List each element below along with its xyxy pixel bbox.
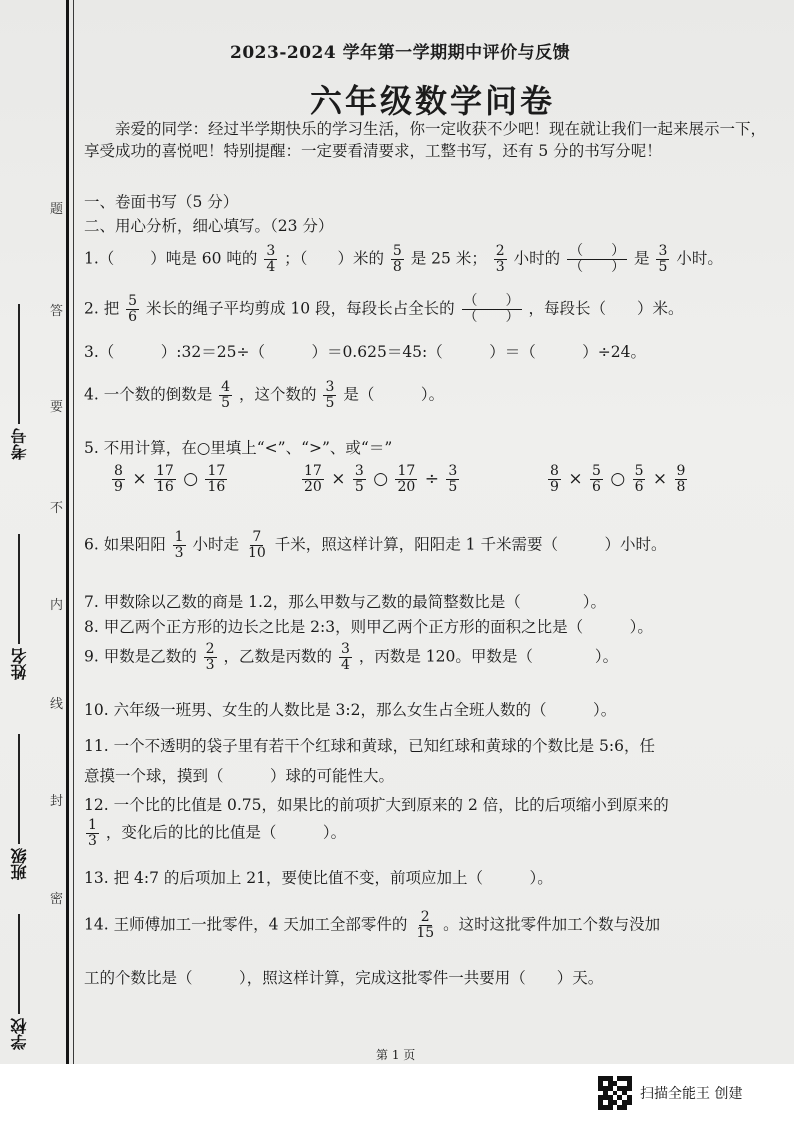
answer-blank[interactable]: （ ） <box>463 309 520 325</box>
answer-blank[interactable]: （ ） <box>463 293 520 309</box>
section-1-heading: 一、卷面书写（5 分） <box>84 193 239 211</box>
intro-paragraph: 亲爱的同学：经过半学期快乐的学习生活，你一定收获不少吧！现在就让我们一起来展示一下，享受成功的喜悦吧！特别提醒：一定要看清要求，工整书写，还有 5 分的书写分呢！ <box>84 120 767 160</box>
question-2: 2. 把 $\frac{5}{6}$ 米长的绳子平均剪成 10 段，每段长占全长的 $\frac{( )}{( )}$ ，每段长（ ）米。 <box>84 293 684 325</box>
question-11-line-1: 11. 一个不透明的袋子里有若干个红球和黄球，已知红球和黄球的个数比是 5:6，任 <box>84 737 655 755</box>
seal-char: 不 <box>50 501 64 516</box>
answer-blank[interactable]: （ ） <box>569 259 626 275</box>
exam-number-field[interactable] <box>8 300 31 460</box>
seal-char: 封 <box>50 794 64 809</box>
question-8: 8. 甲乙两个正方形的边长之比是 2:3，则甲乙两个正方形的面积之比是（ ）。 <box>84 618 653 636</box>
question-7: 7. 甲数除以乙数的商是 1.2，那么甲数与乙数的最简整数比是（ ）。 <box>84 593 607 611</box>
seal-char: 线 <box>50 697 64 712</box>
question-9: 9. 甲数是乙数的 $\frac{2}{3}$ ，乙数是丙数的 $\frac{3}{4}$ ，丙数是 120。甲数是（ ）。 <box>84 641 619 673</box>
question-12-line-1: 12. 一个比的比值是 0.75，如果比的前项扩大到原来的 2 倍，比的后项缩小到原来的 <box>84 796 669 814</box>
question-6: 6. 如果阳阳 $\frac{1}{3}$ 小时走 $\frac{7}{10}$ 千米，照这样计算，阳阳走 1 千米需要（ ）小时。 <box>84 529 667 561</box>
class-field[interactable] <box>8 720 31 880</box>
question-13: 13. 把 4:7 的后项加上 21，要使比值不变，前项应加上（ ）。 <box>84 869 553 887</box>
compare-expression-1: $\frac{8}{9}$ × $\frac{17}{16}$ ○ $\frac{17}{16}$ <box>114 463 226 495</box>
seal-char: 答 <box>50 304 64 319</box>
compare-circle[interactable]: ○ <box>183 469 199 489</box>
exam-subtitle: 2023-2024 学年第一学期期中评价与反馈 <box>230 43 571 63</box>
seal-char: 题 <box>50 202 64 217</box>
question-14-line-2: 工的个数比是（ ），照这样计算，完成这批零件一共要用（ ）天。 <box>84 969 604 987</box>
name-field[interactable] <box>8 520 31 680</box>
question-11-line-2: 意摸一个球，摸到（ ）球的可能性大。 <box>84 767 395 785</box>
seal-char: 密 <box>50 892 64 907</box>
question-5: 5. 不用计算，在○里填上“<”、“>”、或“＝” <box>84 439 393 457</box>
school-label: 学校 <box>10 1018 29 1050</box>
binding-line-inner <box>73 0 74 1064</box>
compare-circle[interactable]: ○ <box>373 469 389 489</box>
compare-circle[interactable]: ○ <box>610 469 626 489</box>
binding-line <box>66 0 69 1064</box>
exam-title: 六年级数学问卷 <box>310 82 556 120</box>
page-number: 第 1 页 <box>376 1048 416 1062</box>
question-4: 4. 一个数的倒数是 $\frac{4}{5}$ ，这个数的 $\frac{3}{5}$ 是（ ）。 <box>84 379 445 411</box>
name-label: 姓名 <box>10 648 29 680</box>
question-3: 3.（ ）:32＝25÷（ ）＝0.625＝45:（ ）＝（ ）÷24。 <box>84 343 646 361</box>
question-12-line-2: $\frac{1}{3}$ ，变化后的比的比值是（ ）。 <box>88 817 347 849</box>
seal-char: 要 <box>50 400 64 415</box>
seal-char: 内 <box>50 598 64 613</box>
question-10: 10. 六年级一班男、女生的人数比是 3:2，那么女生占全班人数的（ ）。 <box>84 701 617 719</box>
question-1: 1.（ ）吨是 60 吨的 $\frac{3}{4}$ ；（ ）米的 $\frac{5}{8}$ 是 25 米； $\frac{2}{3}$ 小时的 $\frac{( )}{( )}$ 是 $\frac{3}{5}$ 小时。 <box>84 243 723 275</box>
school-field[interactable] <box>8 900 31 1050</box>
question-14-line-1: 14. 王师傅加工一批零件，4 天加工全部零件的 $\frac{2}{15}$ 。这时这批零件加工个数与没加 <box>84 909 661 941</box>
compare-expression-3: $\frac{8}{9}$ × $\frac{5}{6}$ ○ $\frac{5}{6}$ × $\frac{9}{8}$ <box>550 463 686 495</box>
class-label: 班级 <box>10 848 29 880</box>
section-2-heading: 二、用心分析，细心填写。（23 分） <box>84 217 334 235</box>
scanner-brand: 扫描全能王 创建 <box>640 1086 743 1102</box>
exam-number-label: 考号 <box>10 428 29 460</box>
answer-blank[interactable]: （ ） <box>569 243 626 259</box>
scanner-watermark <box>598 1076 742 1110</box>
qr-code-icon <box>598 1076 632 1110</box>
compare-expression-2: $\frac{17}{20}$ × $\frac{3}{5}$ ○ $\frac{17}{20}$ ÷ $\frac{3}{5}$ <box>304 463 458 495</box>
